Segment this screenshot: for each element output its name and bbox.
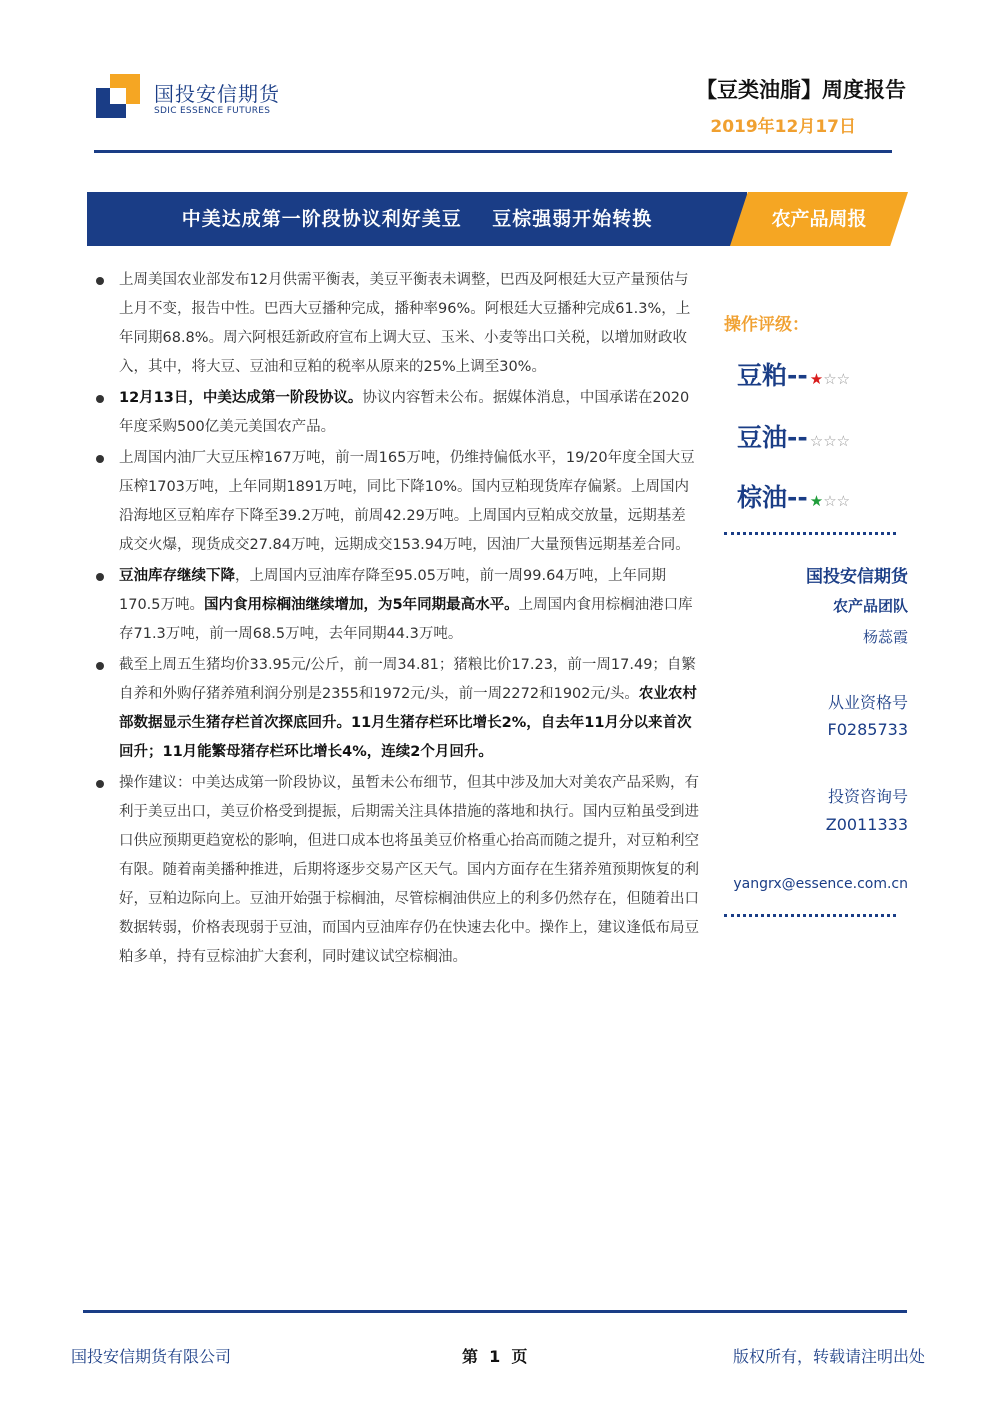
consulting-number: Z0011333	[825, 815, 908, 834]
rating-stars-icon: ☆☆☆	[809, 432, 851, 450]
sidebar-company: 国投安信期货	[806, 567, 908, 587]
rating-stars-icon: ★☆☆	[809, 370, 851, 388]
footer-company: 国投安信期货有限公司	[71, 1347, 232, 1366]
sidebar-team: 农产品团队	[832, 597, 908, 615]
summary-bullet	[95, 444, 699, 560]
header-divider	[94, 150, 892, 153]
rating-soyoil	[737, 418, 850, 454]
page-number: 第 1 页	[462, 1347, 528, 1366]
rating-soymeal	[737, 356, 850, 392]
report-date: 2019年12月17日	[710, 117, 856, 137]
bullet-text: 协议内容暂未公布。据媒体消息，中国承诺在2020年度采购500亿美元美国农产品。	[119, 390, 690, 435]
rating-palmoil	[737, 478, 850, 514]
dotted-divider	[724, 532, 896, 535]
report-category: 农产品周报	[771, 208, 867, 230]
qualification-label: 从业资格号	[827, 693, 908, 712]
bullet-highlight: 12月13日，中美达成第一阶段协议。	[119, 390, 363, 406]
bullet-text: 上周国内食用棕榈油港口库存71.3万吨，前一周68.5万吨，去年同期44.3万吨。	[119, 597, 693, 642]
bullet-highlight: 农业农村部数据显示生猪存栏首次探底回升。11月生猪存栏环比增长2%，自去年11月分以来首次回升；11月能繁母猪存栏环比增长4%，连续2个月回升。	[119, 686, 697, 760]
bullet-text: 上周国内油厂大豆压榨167万吨，前一周165万吨，仍维持偏低水平，19/20年度全国大豆压榨1703万吨，上年同期1891万吨，同比下降10%。国内豆粕现货库存偏紧。上周国内沿海地区豆粕库存下降至39.2万吨，前周42.29万吨。上周国内豆粕成交放量，远期基差成交火爆，现货成交27.84万吨，远期成交153.94万吨，因油厂大量预售远期基差合同。	[119, 450, 695, 553]
report-type: 【豆类油脂】周度报告	[696, 78, 906, 102]
bullet-highlight: 豆油库存继续下降	[119, 568, 235, 584]
footer-divider	[83, 1310, 907, 1313]
summary-bullet	[95, 769, 699, 972]
summary-bullets	[95, 266, 699, 974]
rating-stars-icon: ★☆☆	[809, 492, 851, 510]
bullet-text: 截至上周五生猪均价33.95元/公斤，前一周34.81；猪粮比价17.23，前一周17.49；自繁自养和外购仔猪养殖利润分别是2355和1972元/头，前一周2272和1902元/头。	[119, 657, 696, 702]
rating-name: 豆油--	[737, 423, 808, 452]
bullet-text: ，上周国内豆油库存降至95.05万吨，前一周99.64万吨，上年同期170.5万吨。	[119, 568, 667, 613]
bullet-text: 上周美国农业部发布12月供需平衡表，美豆平衡表未调整，巴西及阿根廷大豆产量预估与上月不变，报告中性。巴西大豆播种完成，播种率96%。阿根廷大豆播种完成61.3%，上年同期68.8%。周六阿根廷新政府宣布上调大豆、玉米、小麦等出口关税，以增加财政收入，其中，将大豆、豆油和豆粕的税率从原来的25%上调至30%。	[119, 272, 691, 375]
rating-name: 豆粕--	[737, 361, 808, 390]
bullet-text: 操作建议：中美达成第一阶段协议，虽暂未公布细节，但其中涉及加大对美农产品采购，有利于美豆出口，美豆价格受到提振，后期需关注具体措施的落地和执行。国内豆粕虽受到进口供应预期更趋宽松的影响，但进口成本也将虽美豆价格重心抬高而随之提升，对豆粕利空有限。随着南美播种推进，后期将逐步交易产区天气。国内方面存在生猪养殖预期恢复的利好，豆粕边际向上。豆油开始强于棕榈油，尽管棕榈油供应上的利多仍然存在，但随着出口数据转弱，价格表现弱于豆油，而国内豆油库存仍在快速去化中。操作上，建议逢低布局豆粕多单，持有豆棕油扩大套利，同时建议试空棕榈油。	[119, 775, 699, 965]
analyst-name: 杨蕊霞	[862, 628, 908, 646]
company-logo	[96, 72, 306, 132]
dotted-divider	[724, 914, 896, 917]
summary-bullet	[95, 562, 699, 649]
summary-bullet	[95, 384, 699, 442]
consulting-label: 投资咨询号	[827, 787, 908, 806]
logo-text-en: SDIC ESSENCE FUTURES	[154, 106, 271, 116]
footer-copyright: 版权所有，转载请注明出处	[732, 1347, 925, 1366]
bullet-highlight: 国内食用棕榈油继续增加，为5年同期最高水平。	[204, 597, 519, 613]
summary-bullet	[95, 651, 699, 767]
qualification-number: F0285733	[827, 720, 908, 739]
rating-name: 棕油--	[737, 483, 808, 512]
analyst-email[interactable]: yangrx@essence.com.cn	[733, 876, 908, 892]
rating-label: 操作评级：	[724, 315, 809, 335]
report-title: 中美达成第一阶段协议利好美豆 豆棕强弱开始转换	[181, 208, 653, 230]
logo-text-cn: 国投安信期货	[154, 82, 280, 106]
summary-bullet	[95, 266, 699, 382]
logo-mark-icon	[96, 74, 140, 118]
